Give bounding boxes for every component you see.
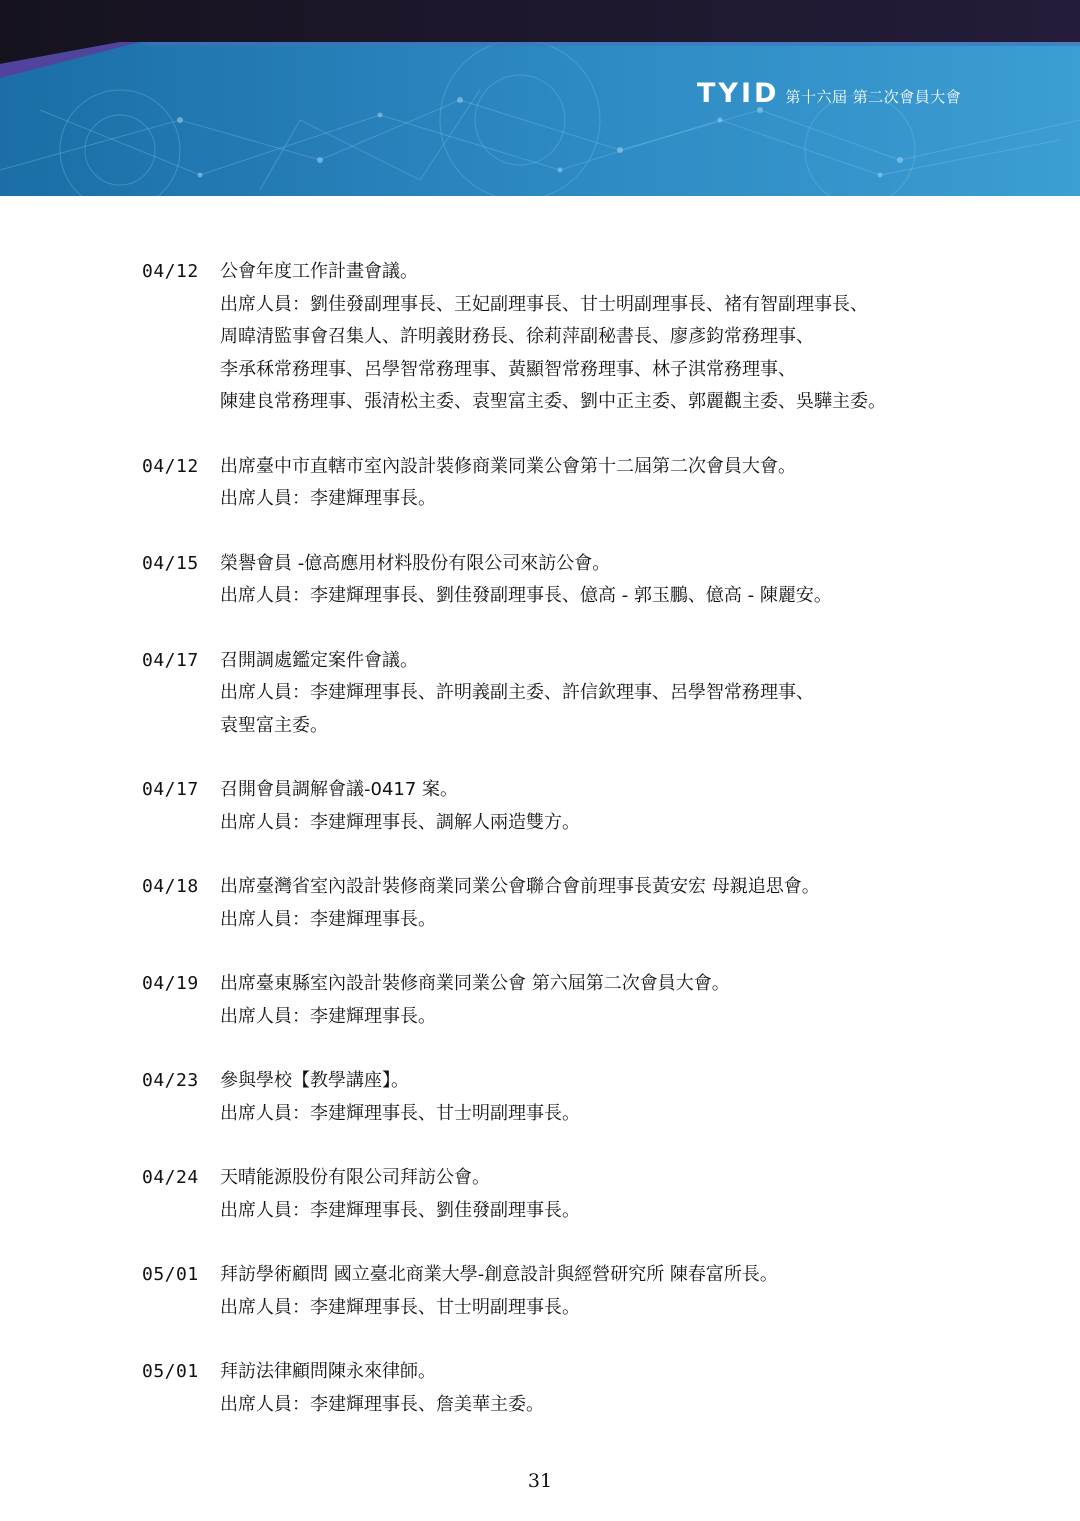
- entry-attendees-line: 周暐清監事會召集人、許明義財務長、徐莉萍副秘書長、廖彥鈞常務理事、: [220, 326, 814, 347]
- event-subtitle: 第十六屆 第二次會員大會: [785, 88, 962, 106]
- entry-title: 榮譽會員 -億高應用材料股份有限公司來訪公會。: [220, 552, 611, 574]
- entry-attendees-line: 出席人員：李建輝理事長、甘士明副理事長。: [220, 1102, 580, 1124]
- entry-body: [220, 871, 962, 936]
- entry-date: 04/17: [142, 779, 199, 800]
- entry-body: [220, 645, 962, 743]
- entry-title: 公會年度工作計畫會議。: [220, 261, 418, 282]
- entry-body: [220, 1259, 962, 1324]
- entry-date: 04/17: [142, 649, 199, 671]
- entry-attendees-line: 陳建良常務理事、張清松主委、袁聖富主委、劉中正主委、郭麗觀主委、吳驊主委。: [220, 391, 886, 412]
- entry-title: 天晴能源股份有限公司拜訪公會。: [220, 1167, 490, 1188]
- entry-attendees-line: 李承秝常務理事、呂學智常務理事、黃顯智常務理事、林子淇常務理事、: [220, 358, 796, 380]
- schedule-entry: [142, 1162, 962, 1227]
- entry-date: 04/23: [142, 1070, 199, 1091]
- schedule-entry: [142, 968, 962, 1033]
- entry-title: 出席臺東縣室內設計裝修商業同業公會 第六屆第二次會員大會。: [220, 973, 730, 994]
- schedule-entry: [142, 774, 962, 839]
- entry-body: [220, 1162, 962, 1227]
- entry-body: [220, 256, 962, 419]
- entry-body: [220, 451, 962, 516]
- entry-title: 拜訪學術顧問 國立臺北商業大學-創意設計與經營研究所 陳春富所長。: [220, 1264, 778, 1285]
- entry-date: 04/19: [142, 973, 199, 994]
- entry-date: 05/01: [142, 1264, 199, 1285]
- entry-attendees-line: 出席人員：李建輝理事長、劉佳發副理事長。: [220, 1199, 580, 1221]
- entry-attendees-line: 出席人員：劉佳發副理事長、王妃副理事長、甘士明副理事長、褚有智副理事長、: [220, 293, 868, 315]
- entry-attendees-line: 出席人員：李建輝理事長。: [220, 488, 436, 509]
- entry-title: 出席臺灣省室內設計裝修商業同業公會聯合會前理事長黃安宏 母親追思會。: [220, 876, 820, 897]
- schedule-entry: [142, 645, 962, 743]
- header-banner: [0, 0, 1080, 196]
- entry-body: [220, 1356, 962, 1421]
- page-number: 31: [527, 1470, 553, 1492]
- entry-attendees-line: 出席人員：李建輝理事長。: [220, 1005, 436, 1027]
- entry-date: 04/15: [142, 552, 199, 574]
- entry-date: 05/01: [142, 1361, 199, 1382]
- entry-title: 召開調處鑑定案件會議。: [220, 649, 418, 671]
- tyid-logo: TYID: [697, 78, 780, 109]
- schedule-entry: [142, 1259, 962, 1324]
- entry-title: 拜訪法律顧問陳永來律師。: [220, 1361, 436, 1382]
- entry-attendees-line: 出席人員：李建輝理事長、甘士明副理事長。: [220, 1296, 580, 1318]
- schedule-entry: [142, 256, 962, 419]
- entry-attendees-line: 出席人員：李建輝理事長、劉佳發副理事長、億高 - 郭玉鵬、億高 - 陳麗安。: [220, 585, 832, 606]
- entry-date: 04/12: [142, 455, 199, 477]
- entry-body: [220, 548, 962, 613]
- entry-title: 召開會員調解會議-0417 案。: [220, 779, 459, 800]
- entry-date: 04/24: [142, 1167, 199, 1188]
- entry-title: 出席臺中市直轄市室內設計裝修商業同業公會第十二屆第二次會員大會。: [220, 455, 796, 477]
- entry-body: [220, 968, 962, 1033]
- schedule-entry: [142, 451, 962, 516]
- brand-lockup: [697, 78, 961, 109]
- entry-attendees-line: 出席人員：李建輝理事長、調解人兩造雙方。: [220, 811, 580, 833]
- schedule-entry: [142, 1356, 962, 1421]
- entry-date: 04/12: [142, 261, 199, 282]
- entry-body: [220, 774, 962, 839]
- entry-body: [220, 1065, 962, 1130]
- entry-attendees-line: 出席人員：李建輝理事長、許明義副主委、許信欽理事、呂學智常務理事、: [220, 682, 814, 703]
- entry-date: 04/18: [142, 876, 199, 897]
- entry-title: 參與學校【教學講座】。: [220, 1070, 409, 1091]
- entry-attendees-line: 出席人員：李建輝理事長。: [220, 908, 436, 930]
- entry-attendees-line: 出席人員：李建輝理事長、詹美華主委。: [220, 1393, 544, 1415]
- schedule-list: [142, 256, 962, 1421]
- schedule-entry: [142, 1065, 962, 1130]
- schedule-entry: [142, 871, 962, 936]
- schedule-entry: [142, 548, 962, 613]
- entry-attendees-line: 袁聖富主委。: [220, 714, 328, 736]
